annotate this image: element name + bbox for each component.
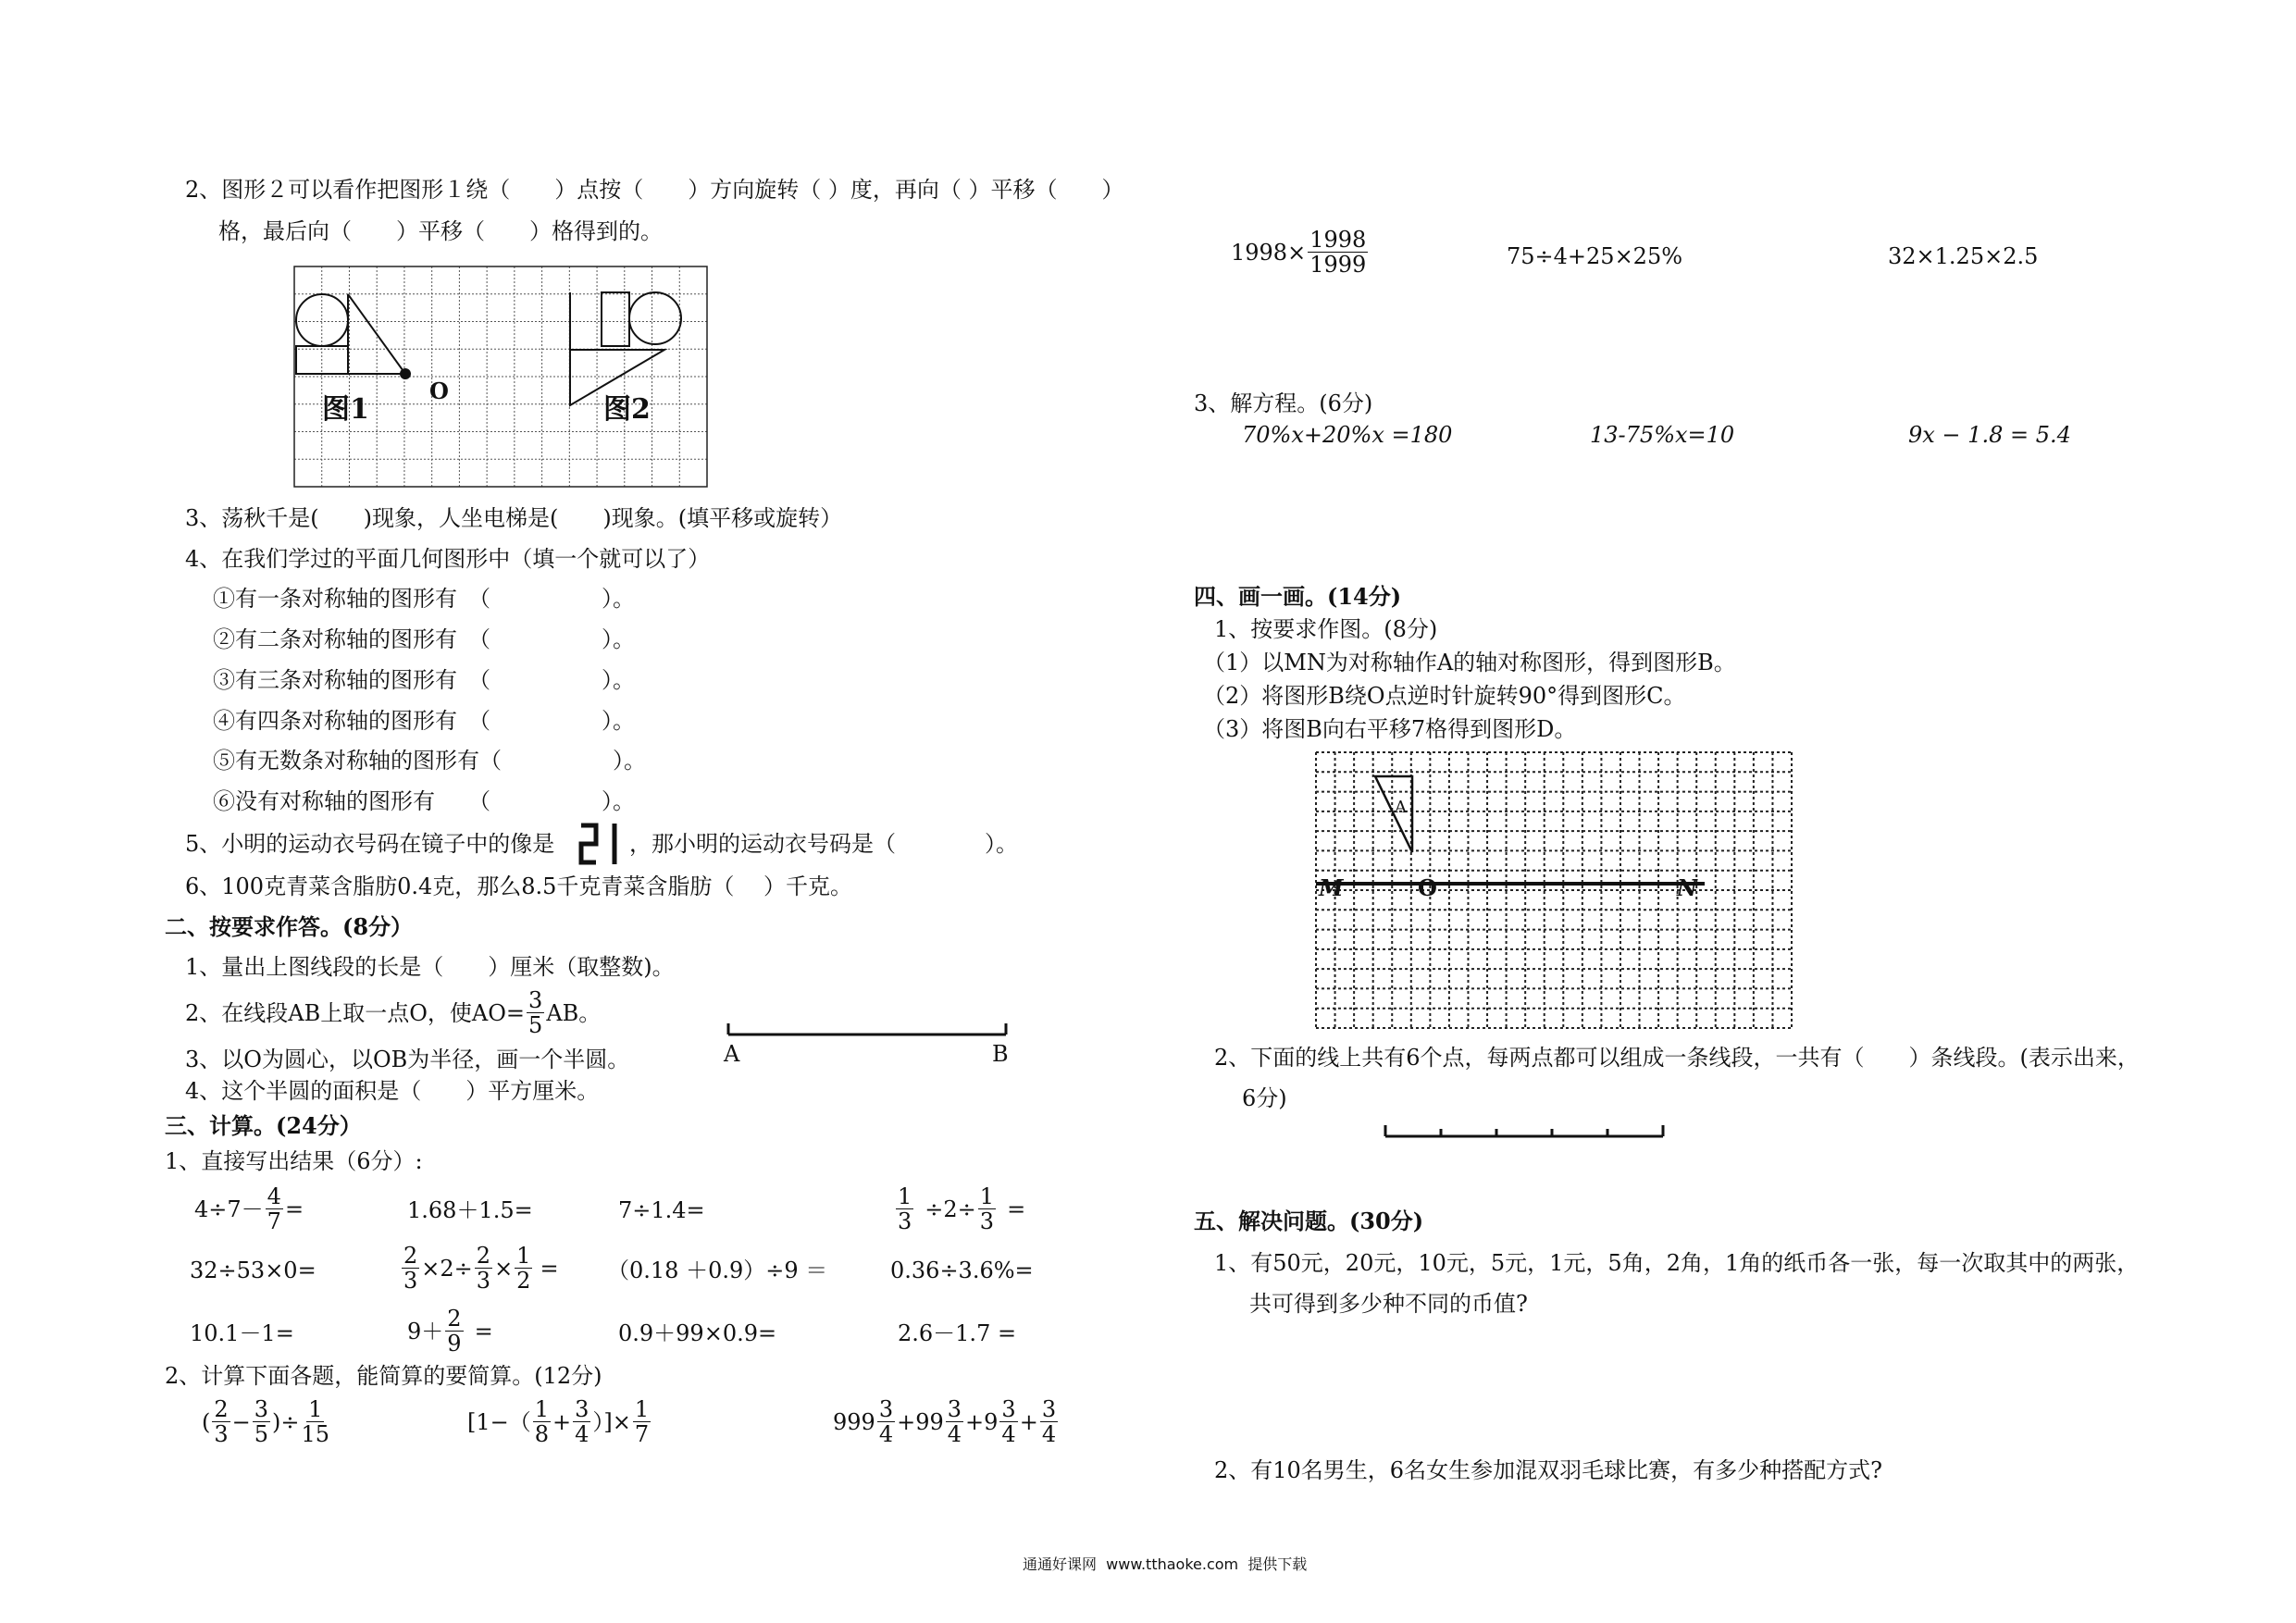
equation-2: 13-75%x=10	[1590, 422, 1735, 448]
right-expr-1: 1998× $\frac{1998}{1999}$	[1231, 227, 1367, 278]
sec2-q4: 4、这个半圆的面积是（ ）平方厘米。	[185, 1078, 600, 1104]
sec4-instruction-2: （2）将图形B绕O点逆时针旋转90°得到图形C。	[1203, 683, 1686, 709]
sec5-q2: 2、有10名男生，6名女生参加混双羽毛球比赛，有多少种搭配方式?	[1214, 1457, 1882, 1483]
q2-line2: 格，最后向（ ）平移（ ）格得到的。	[218, 218, 663, 244]
calc-r1c3: 7÷1.4=	[618, 1197, 705, 1223]
grid-label-n: N	[1677, 874, 1697, 901]
q4-item-6: ⑥没有对称轴的图形有 （ ）。	[213, 788, 635, 814]
calc-r1c2: 1.68＋1.5=	[407, 1197, 533, 1223]
footer-credit: 通通好课网 www.tthaoke.com 提供下载	[1023, 1555, 1308, 1573]
calc-r3c4: 2.6－1.7 =	[898, 1320, 1017, 1346]
section3-title: 三、计算。(24分）	[165, 1112, 362, 1139]
segment-ab	[726, 1016, 1013, 1044]
shape-a	[1375, 776, 1412, 852]
q4-item-3: ③有三条对称轴的图形有 （ ）。	[213, 667, 635, 693]
q4-item-2: ②有二条对称轴的图形有 （ ）。	[213, 626, 635, 652]
q4: 4、在我们学过的平面几何图形中（填一个就可以了）	[185, 546, 711, 572]
sec4-q2-line1: 2、下面的线上共有6个点，每两点都可以组成一条线段，一共有（ ）条线段。(表示出来，	[1214, 1045, 2140, 1071]
simplify-expr-2: [1−（ $\frac{1}{8}$ + $\frac{3}{4}$ ）]× $\frac{1}{7}$	[467, 1396, 650, 1447]
section4-title: 四、画一画。(14分)	[1194, 583, 1402, 610]
sec5-q1-line1: 1、有50元，20元，10元，5元，1元，5角，2角，1角的纸币各一张，每一次取其中的两张，	[1214, 1250, 2140, 1276]
six-point-line	[1384, 1120, 1670, 1142]
calc-r3c1: 10.1－1=	[190, 1320, 294, 1346]
calc-r1c4: $\frac{1}{3}$ ÷2÷ $\frac{1}{3}$ =	[898, 1183, 1026, 1234]
calc-r2c3: （0.18 ＋0.9）÷9 ＝	[607, 1258, 828, 1283]
simplify-expr-1: ( $\frac{2}{3}$ − $\frac{3}{5}$ )÷ $\frac{1}{15}$	[202, 1396, 330, 1447]
figure2-circle	[629, 292, 681, 344]
calc-r2c2: $\frac{2}{3}$ ×2÷ $\frac{2}{3}$ × $\frac{1}{2}$ =	[403, 1243, 559, 1294]
calc-r3c3: 0.9＋99×0.9=	[618, 1320, 777, 1346]
sec3-q1: 1、直接写出结果（6分）:	[165, 1148, 423, 1174]
calc-r1c1: 4÷7－ $\frac{4}{7}$ =	[194, 1183, 304, 1234]
simplify-expr-3: 999 $\frac{3}{4}$ +99 $\frac{3}{4}$ +9 $\frac{3}{4}$ + $\frac{3}{4}$	[833, 1396, 1057, 1447]
rotation-grid-figure	[294, 266, 711, 489]
figure2-triangle	[570, 292, 664, 405]
sec4-instruction-3: （3）将图B向右平移7格得到图形D。	[1203, 716, 1577, 742]
symmetry-grid	[1316, 752, 1795, 1032]
section5-title: 五、解决问题。(30分)	[1194, 1208, 1424, 1234]
figure2-square	[602, 292, 629, 346]
grid-label-o: O	[1418, 874, 1437, 901]
right-expr-3: 32×1.25×2.5	[1888, 243, 2039, 269]
point-o-dot	[400, 368, 411, 379]
fig1-label: 图1	[322, 393, 369, 426]
sec2-q2: 2、在线段AB上取一点O，使AO= $\frac{3}{5}$ AB。	[185, 987, 602, 1038]
mirror-number-image	[579, 822, 626, 866]
grid-label-a: A	[1395, 798, 1407, 817]
q6: 6、100克青菜含脂肪0.4克，那么8.5千克青菜含脂肪（ ）千克。	[185, 873, 853, 899]
q2-line1: 2、图形２可以看作把图形１绕（ ）点按（ ）方向旋转（ ）度，再向（ ）平移（ ）	[185, 177, 1124, 203]
calc-r3c2: 9＋ $\frac{2}{9}$ =	[407, 1306, 493, 1357]
sec3-q2: 2、计算下面各题，能简算的要简算。(12分)	[165, 1363, 602, 1389]
section2-title: 二、按要求作答。(8分）	[165, 913, 414, 940]
q4-item-5: ⑤有无数条对称轴的图形有（ ）。	[213, 748, 646, 774]
sec4-q2-line2: 6分)	[1242, 1085, 1287, 1111]
sec2-q1: 1、量出上图线段的长是（ ）厘米（取整数)。	[185, 954, 675, 980]
sec4-q1: 1、按要求作图。(8分)	[1214, 616, 1438, 642]
point-o-label: O	[429, 378, 449, 404]
figure1-triangle	[348, 294, 405, 374]
q5-part1: 5、小明的运动衣号码在镜子中的像是	[185, 831, 555, 857]
q4-item-4: ④有四条对称轴的图形有 （ ）。	[213, 708, 635, 734]
segment-label-b: B	[992, 1041, 1009, 1067]
equation-1: 70%x+20%x =180	[1242, 422, 1453, 448]
segment-label-a: A	[724, 1041, 740, 1067]
right-expr-2: 75÷4+25×25%	[1507, 243, 1683, 269]
sec4-instruction-1: （1）以MN为对称轴作A的轴对称图形，得到图形B。	[1203, 650, 1736, 675]
fig2-label: 图2	[603, 393, 651, 426]
sec2-q3: 3、以O为圆心，以OB为半径，画一个半圆。	[185, 1047, 630, 1072]
q3: 3、荡秋千是( )现象，人坐电梯是( )现象。(填平移或旋转）	[185, 505, 843, 531]
grid-label-m: M	[1319, 874, 1344, 901]
q4-item-1: ①有一条对称轴的图形有 （ ）。	[213, 586, 635, 612]
calc-r2c1: 32÷53×0=	[190, 1258, 316, 1283]
equation-3: 9x − 1.8 = 5.4	[1908, 422, 2071, 448]
solve-equations-title: 3、解方程。(6分)	[1194, 390, 1373, 416]
q5-part2: ，那小明的运动衣号码是（ ）。	[629, 831, 1018, 857]
sec5-q1-line2: 共可得到多少种不同的币值?	[1249, 1291, 1528, 1317]
calc-r2c4: 0.36÷3.6%=	[890, 1258, 1034, 1283]
